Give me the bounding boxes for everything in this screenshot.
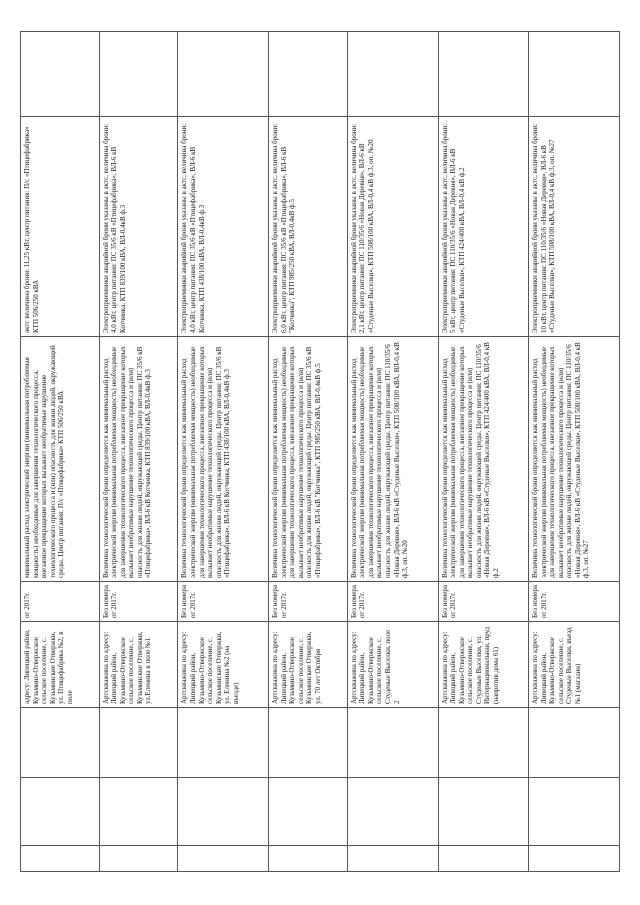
- act-cell: Без номера от 2017г.: [438, 582, 529, 622]
- empty-cell: [529, 846, 620, 872]
- empty-cell: [99, 708, 178, 778]
- empty-cell: [347, 846, 438, 872]
- act-cell: Без номера от 2017г.: [269, 582, 348, 622]
- empty-cell: [438, 708, 529, 778]
- rotated-table-wrapper: [20, 32, 620, 872]
- table-row: [347, 32, 438, 872]
- empty-cell: [178, 708, 269, 778]
- reserve-table: [20, 31, 620, 872]
- address-cell: Артскважина по адресу: Липецкий район, Кузьмино-Отвержское сельское поселение, с. Кузьминские Отвержки, ул. Еленина №2 (на въезде): [178, 622, 269, 708]
- empty-cell: [529, 32, 620, 117]
- empty-cell: [438, 32, 529, 117]
- empty-cell: [347, 32, 438, 117]
- empty-cell: [529, 708, 620, 778]
- emergency-reserve-cell: Электроприемники аварийной брони указаны в актс, величина брони: 4,0 кВт, центр питания: ПС 35/6 кВ «Птицефабрика», ВЛ-6 кВ Котчинка, КТП 438/100 кВА, ВЛ-0,4кВ ф.3: [178, 117, 269, 337]
- emergency-reserve-cell: Электроприемники аварийной брони указаны в актс, величина брони: 4,0 кВт, центр питания: ПС 35/6 кВ «Птицефабрика», ВЛ-6 кВ Котчинка, КТП 839/100 кВА, ВЛ-0,4кВ ф.3: [99, 117, 178, 337]
- empty-cell: [178, 32, 269, 117]
- empty-cell: [21, 708, 100, 778]
- address-cell: Артскважина по адресу: Липецкий район, Кузьмино-Отвержское сельское поселение, с. Студеные Выселки, ул. Интернациональная, пруд (напротив дома 61): [438, 622, 529, 708]
- address-cell: Артскважина по адресу: Липецкий район, Кузьмино-Отвержское сельское поселение, с. Кузьминские Отвержки, ул.Еленина в поле №1: [99, 622, 178, 708]
- empty-cell: [347, 778, 438, 846]
- table-row: [99, 32, 178, 872]
- emergency-reserve-cell: Электроприемники аварийной брони указаны в актс, величина брони: 2,1 кВт, центр питания: ПС 110/35/6 «Новая Деревня», ВЛ-6 кВ «Студеные Выселки», КТП 508/100 кВА, ВЛ-0,4 кВ ф.3, оп. №20: [347, 117, 438, 337]
- empty-cell: [269, 32, 348, 117]
- act-cell: Без номера от 2017г.: [178, 582, 269, 622]
- address-cell: адресу: Липецкий район, Кузьмино-Отвержское сельское поселение, с. Кузьминские Отвержки, ул. Птицефабрика №2, в поле: [21, 622, 100, 708]
- empty-cell: [269, 778, 348, 846]
- address-cell: Артскважина по адресу: Липецкий район, Кузьмино-Отвержское сельское поселение, с. Студеные Выселки, поле 2: [347, 622, 438, 708]
- empty-cell: [99, 846, 178, 872]
- empty-cell: [21, 32, 100, 117]
- emergency-reserve-cell: Электроприемники аварийной брони указаны в актс, величина брони: 10 кВт, центр питания: ПС 110/35/6 «Новая Деревня», ВЛ-6 кВ «Студеные Выселки», КТП 508/100 кВА, ВЛ-0,4 кВ ф.3, оп. №27: [529, 117, 620, 337]
- table-row: [269, 32, 348, 872]
- empty-cell: [347, 708, 438, 778]
- empty-cell: [269, 708, 348, 778]
- table-row: [21, 32, 100, 872]
- table-row: [178, 32, 269, 872]
- emergency-reserve-cell: Электроприемники аварийной брони указаны в актс, величина брони: 6,0 кВт, центр питания: ПС 35/6 кВ «Птицефабрика», ВЛ-6 кВ "Котчинка", КТП 985/250 кВА, ВЛ-0,4кВ ф.5: [269, 117, 348, 337]
- empty-cell: [99, 778, 178, 846]
- tech-reserve-cell: Величина технологической брони определяется как минимальный расход электрической энергии (минимальная потребляемая мощность) необходимые для завершения технологического процесса, внезапное прекращение которых вызывает необратимые нарушение технологического процесса и (или) опасность для жизни людей, окружающей среды. Центр питания: ПС 35/6 кВ «Птицефабрика», ВЛ-6 кВ Котчинка, КТП 438/100 кВА, ВЛ-0,4кВ ф.3: [178, 337, 269, 582]
- act-cell: Без номера от 2017г.: [99, 582, 178, 622]
- tech-reserve-cell: Величина технологической брони определяется как минимальный расход электрической энергии (минимальная потребляемая мощность) необходимые для завершения технологического процесса, внезапное прекращение которых вызывает необратимые нарушение технологического процесса и (или) опасность для жизни людей, окружающей среды. Центр питания: ПС 35/6 кВ «Птицефабрика», ВЛ-6 кВ "Котчинка", КТП 985/250 кВА, ВЛ-0,4кВ ф.5: [269, 337, 348, 582]
- empty-cell: [529, 778, 620, 846]
- tech-reserve-cell: минимальный расход электрической энергии (минимальная потребляемая мощность) необходимые для завершения технологического процесса, внезапное прекращение которых вызывает необратимые нарушение технологического процесса и (или) опасность для жизни людей, окружающей среды. Центр питания: П/с «Птицефабрика» КТП 506/250 кВА: [21, 337, 100, 582]
- tech-reserve-cell: Величина технологической брони определяется как минимальный расход электрической энергии (минимальная потребляемая мощность) необходимые для завершения технологического процесса, внезапное прекращение которых вызывает необратимые нарушение технологического процесса и (или) опасность для жизни людей, окружающей среды. Центр питания: ПС 110/35/6 «Новая Деревня», ВЛ-6 кВ «Студеные Выселки», КТП 424/400 кВА, ВЛ-0,4 кВ ф.2: [438, 337, 529, 582]
- empty-cell: [21, 846, 100, 872]
- address-cell: Артскважина по адресу: Липецкий район, Кузьмино-Отвержское сельское поселение, с. Студеные Выселки, въезд №1 (магазин): [529, 622, 620, 708]
- empty-cell: [269, 846, 348, 872]
- empty-cell: [438, 846, 529, 872]
- table-row: [438, 32, 529, 872]
- empty-cell: [99, 32, 178, 117]
- address-cell: Артскважина по адресу: Липецкий район, Кузьмино-Отвержское сельское поселение, с. Кузьминские Отвержки, ул. 70 лет Октября: [269, 622, 348, 708]
- tech-reserve-cell: Величина технологической брони определяется как минимальный расход электрической энергии (минимальная потребляемая мощность) необходимые для завершения технологического процесса, внезапное прекращение которых вызывает необратимые нарушение технологического процесса и (или) опасность для жизни людей, окружающей среды. Центр питания: ПС 35/6 кВ «Птицефабрика», ВЛ-6 кВ Котчинка, КТП 839/100 кВА, ВЛ-0,4кВ ф.3: [99, 337, 178, 582]
- tech-reserve-cell: Величина технологической брони определяется как минимальный расход электрической энергии (минимальная потребляемая мощность) необходимые для завершения технологического процесса, внезапное прекращение которых вызывает необратимые нарушение технологического процесса и (или) опасность для жизни людей, окружающей среды. Центр питания: ПС 110/35/6 «Новая Деревня», ВЛ-6 кВ «Студеные Выселки», КТП 508/100 кВА, ВЛ-0,4 кВ ф.3, оп. №27: [529, 337, 620, 582]
- tech-reserve-cell: Величина технологической брони определяется как минимальный расход электрической энергии (минимальная потребляемая мощность) необходимые для завершения технологического процесса, внезапное прекращение которых вызывает необратимые нарушение технологического процесса и (или) опасность для жизни людей, окружающей среды. Центр питания: ПС 110/35/6 «Новая Деревня», ВЛ-6 кВ «Студеные Выселки», КТП 508/100 кВА, ВЛ-0,4 кВ ф.3, оп. №20: [347, 337, 438, 582]
- empty-cell: [178, 846, 269, 872]
- empty-cell: [178, 778, 269, 846]
- empty-cell: [438, 778, 529, 846]
- act-cell: Без номера от 2017г.: [347, 582, 438, 622]
- emergency-reserve-cell: актс величина брони: 11,25 кВт, центр питания: П/с «Птицефабрика» КТП 506/250 кВА: [21, 117, 100, 337]
- act-cell: Без номера от 2017г.: [529, 582, 620, 622]
- table-row: [529, 32, 620, 872]
- act-cell: от 2017г.: [21, 582, 100, 622]
- emergency-reserve-cell: Электроприемники аварийной брони указаны в актс, величина брони: 5 кВт, центр питания: ПС 110/35/6 «Новая Деревня», ВЛ-6 кВ «Студеные Выселки», КТП 424/400 кВА, ВЛ-0,4 кВ ф.2: [438, 117, 529, 337]
- empty-cell: [21, 778, 100, 846]
